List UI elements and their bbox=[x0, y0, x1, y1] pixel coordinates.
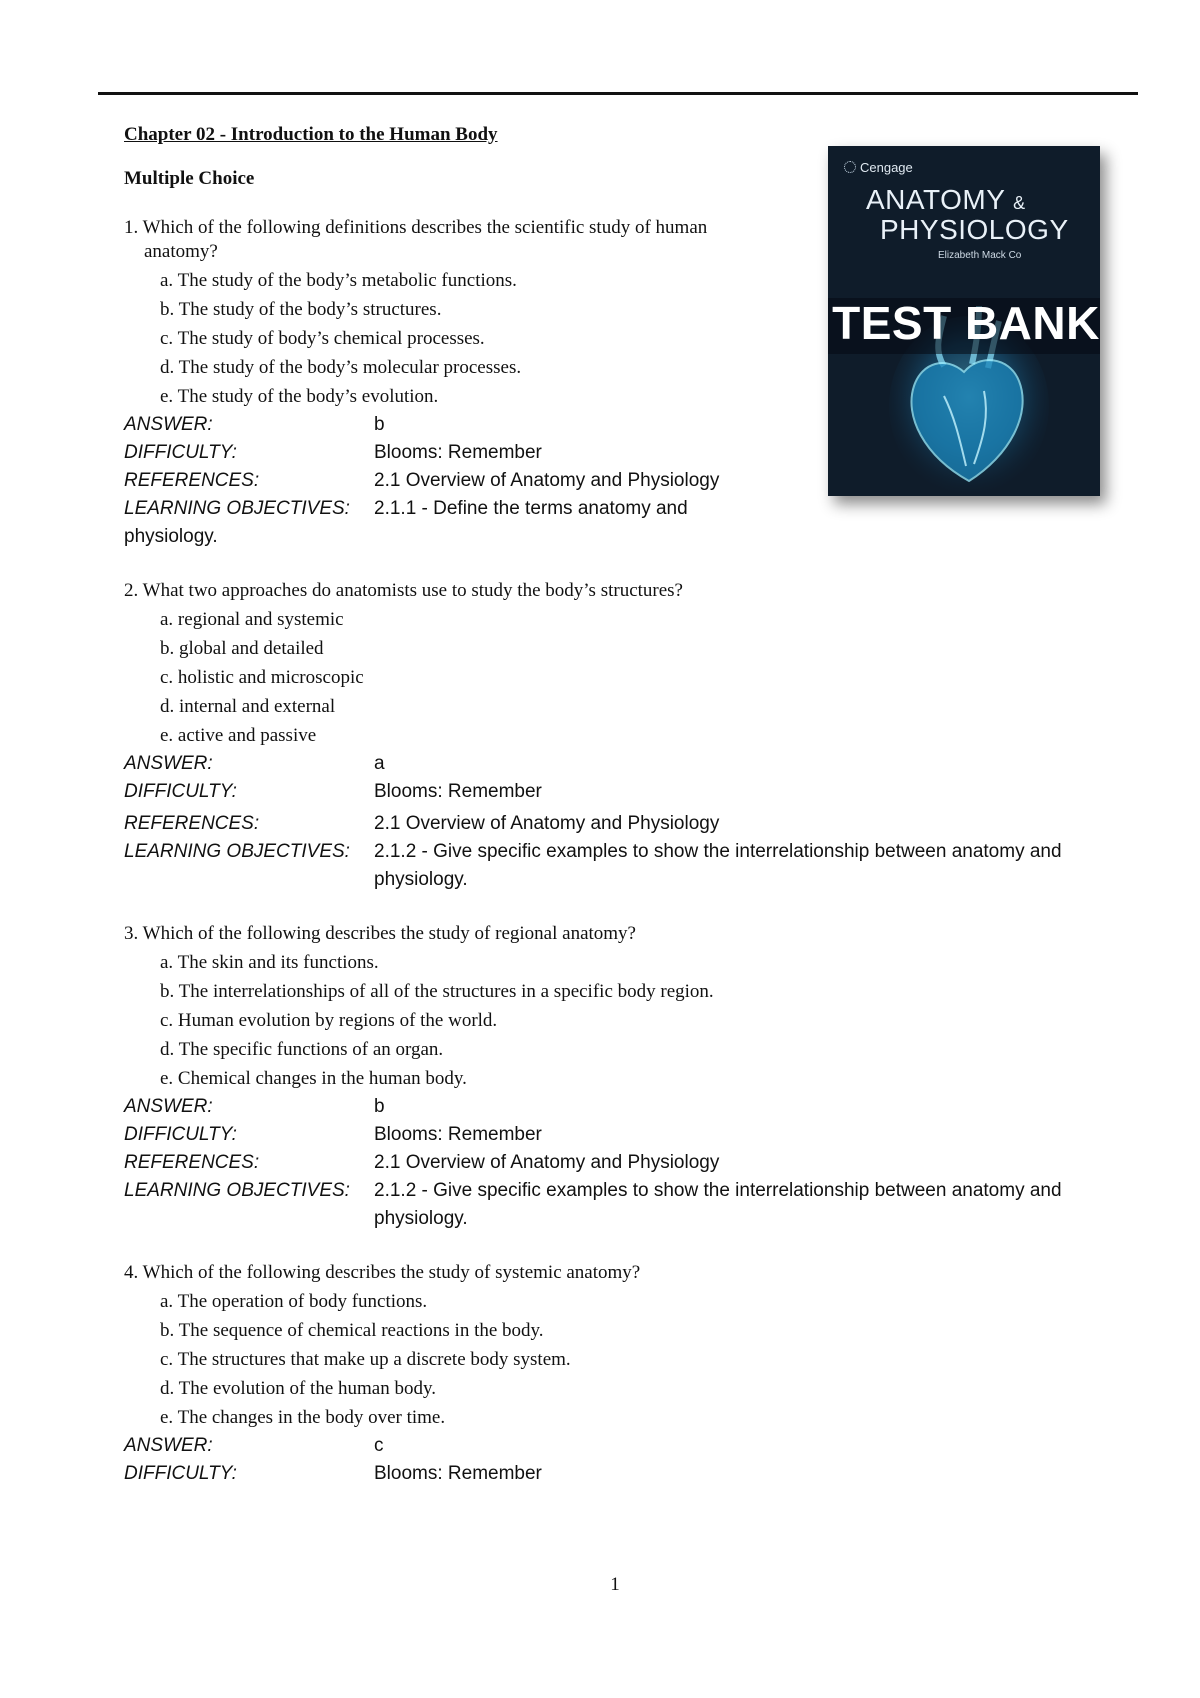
answer-value: c bbox=[374, 1435, 384, 1456]
option-a: a. regional and systemic bbox=[160, 609, 344, 630]
answer-label: ANSWER: bbox=[124, 1435, 213, 1456]
learning-objectives-value: 2.1.2 - Give specific examples to show the interrelationship between anatomy and physiology. bbox=[374, 841, 1062, 890]
answer-value: b bbox=[374, 414, 385, 435]
difficulty-label: DIFFICULTY: bbox=[124, 1463, 237, 1484]
learning-objectives-value: 2.1.2 - Give specific examples to show the interrelationship between anatomy and physiology. bbox=[374, 1180, 1062, 1229]
option-c: c. holistic and microscopic bbox=[160, 667, 364, 688]
difficulty-value: Blooms: Remember bbox=[374, 781, 542, 802]
difficulty-row bbox=[124, 778, 1114, 806]
difficulty-label: DIFFICULTY: bbox=[124, 1124, 237, 1145]
answer-label: ANSWER: bbox=[124, 753, 213, 774]
section-title: Multiple Choice bbox=[124, 168, 255, 189]
references-row bbox=[124, 810, 1114, 838]
references-label: REFERENCES: bbox=[124, 813, 260, 834]
option-c: c. The study of body’s chemical processes. bbox=[160, 328, 485, 349]
difficulty-row bbox=[124, 1460, 1114, 1488]
cover-title-line2: PHYSIOLOGY bbox=[880, 214, 1069, 245]
cover-author: Elizabeth Mack Co bbox=[938, 250, 1022, 261]
option-a: a. The skin and its functions. bbox=[160, 952, 379, 973]
question-4 bbox=[124, 1261, 1114, 1488]
learning-objectives-row bbox=[124, 495, 1114, 523]
answer-row bbox=[124, 750, 1114, 778]
answer-label: ANSWER: bbox=[124, 414, 213, 435]
document-body bbox=[124, 124, 1114, 1516]
page-number: 1 bbox=[610, 1574, 620, 1595]
difficulty-label: DIFFICULTY: bbox=[124, 442, 237, 463]
answer-value: a bbox=[374, 753, 385, 774]
answer-options bbox=[124, 948, 1114, 1093]
option-d: d. The evolution of the human body. bbox=[160, 1378, 436, 1399]
option-b: b. The study of the body’s structures. bbox=[160, 299, 442, 320]
option-c: c. The structures that make up a discrete body system. bbox=[160, 1349, 571, 1370]
difficulty-row bbox=[124, 1121, 1114, 1149]
cover-title-line1: ANATOMY & bbox=[866, 184, 1026, 215]
option-b: b. The interrelationships of all of the structures in a specific body region. bbox=[160, 981, 714, 1002]
learning-objectives-row bbox=[124, 1177, 1114, 1233]
references-row bbox=[124, 467, 1114, 495]
learning-objectives-row bbox=[124, 838, 1114, 894]
difficulty-label: DIFFICULTY: bbox=[124, 781, 237, 802]
difficulty-value: Blooms: Remember bbox=[374, 1124, 542, 1145]
option-c: c. Human evolution by regions of the world. bbox=[160, 1010, 498, 1031]
option-e: e. active and passive bbox=[160, 725, 317, 746]
question-3 bbox=[124, 922, 1114, 1233]
answer-value: b bbox=[374, 1096, 385, 1117]
option-e: e. The study of the body’s evolution. bbox=[160, 386, 439, 407]
difficulty-row bbox=[124, 439, 1114, 467]
option-b: b. The sequence of chemical reactions in the body. bbox=[160, 1320, 544, 1341]
learning-objectives-label: LEARNING OBJECTIVES: bbox=[124, 841, 350, 862]
question-2 bbox=[124, 579, 1114, 894]
option-d: d. internal and external bbox=[160, 696, 336, 717]
learning-objectives-value-line2: physiology. bbox=[124, 526, 218, 547]
question-stem: 2. What two approaches do anatomists use to study the body’s structures? bbox=[124, 580, 683, 601]
chapter-title: Chapter 02 - Introduction to the Human Body bbox=[124, 124, 498, 145]
learning-objectives-continued bbox=[124, 523, 1114, 551]
option-e: e. The changes in the body over time. bbox=[160, 1407, 446, 1428]
difficulty-value: Blooms: Remember bbox=[374, 442, 542, 463]
answer-row bbox=[124, 1093, 1114, 1121]
cover-publisher: Cengage bbox=[844, 160, 913, 175]
top-rule bbox=[98, 92, 1138, 95]
option-e: e. Chemical changes in the human body. bbox=[160, 1068, 467, 1089]
answer-row bbox=[124, 411, 1114, 439]
references-label: REFERENCES: bbox=[124, 470, 260, 491]
question-stem: 1. Which of the following definitions describes the scientific study of human anatomy? bbox=[124, 217, 708, 262]
option-d: d. The study of the body’s molecular processes. bbox=[160, 357, 522, 378]
learning-objectives-value: 2.1.1 - Define the terms anatomy and bbox=[374, 498, 688, 519]
option-a: a. The operation of body functions. bbox=[160, 1291, 428, 1312]
question-stem: 3. Which of the following describes the study of regional anatomy? bbox=[124, 923, 636, 944]
references-value: 2.1 Overview of Anatomy and Physiology bbox=[374, 1152, 720, 1173]
question-stem: 4. Which of the following describes the study of systemic anatomy? bbox=[124, 1262, 641, 1283]
answer-row bbox=[124, 1432, 1114, 1460]
references-value: 2.1 Overview of Anatomy and Physiology bbox=[374, 470, 720, 491]
option-d: d. The specific functions of an organ. bbox=[160, 1039, 444, 1060]
difficulty-value: Blooms: Remember bbox=[374, 1463, 542, 1484]
cover-band-text: TEST BANK bbox=[832, 297, 1100, 349]
learning-objectives-label: LEARNING OBJECTIVES: bbox=[124, 498, 350, 519]
question-1 bbox=[124, 216, 1114, 551]
option-b: b. global and detailed bbox=[160, 638, 324, 659]
answer-options bbox=[124, 1287, 1114, 1432]
references-label: REFERENCES: bbox=[124, 1152, 260, 1173]
learning-objectives-label: LEARNING OBJECTIVES: bbox=[124, 1180, 350, 1201]
option-a: a. The study of the body’s metabolic functions. bbox=[160, 270, 517, 291]
answer-label: ANSWER: bbox=[124, 1096, 213, 1117]
references-value: 2.1 Overview of Anatomy and Physiology bbox=[374, 813, 720, 834]
answer-options bbox=[124, 605, 1114, 750]
references-row bbox=[124, 1149, 1114, 1177]
answer-options bbox=[124, 266, 1114, 411]
